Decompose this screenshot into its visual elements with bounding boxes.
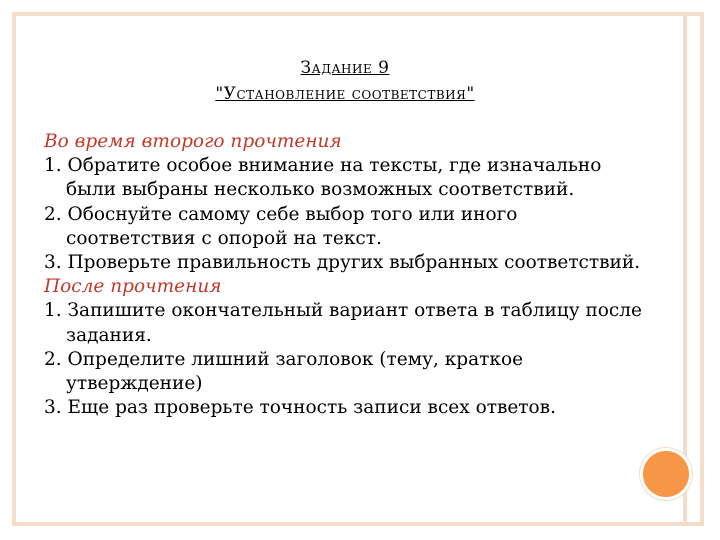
list-item: 2. Обоснуйте самому себе выбор того или иного соответствия с опорой на текст. [44,203,518,249]
list-item: 2. Определите лишний заголовок (тему, краткое утверждение) [44,348,524,395]
decorative-circle [640,448,692,500]
list-item: 3. Еще раз проверьте точность записи всех ответов. [44,397,556,419]
section-heading: Во время второго прочтения [44,131,342,152]
list-item: 1. Обратите особое внимание на тексты, где изначально были выбраны несколько возможных соответствий. [44,155,602,201]
frame-vertical-line [683,12,687,526]
title-line-2: "Установление соответствия" [215,84,475,104]
slide-body [44,130,644,420]
title-line-1: Задание 9 [300,58,390,78]
section-heading: После прочтения [44,276,222,298]
list-item: 1. Запишите окончательный вариант ответа в таблицу после задания. [44,300,642,346]
list-item: 3. Проверьте правильность других выбранных соответствий. [44,252,641,274]
